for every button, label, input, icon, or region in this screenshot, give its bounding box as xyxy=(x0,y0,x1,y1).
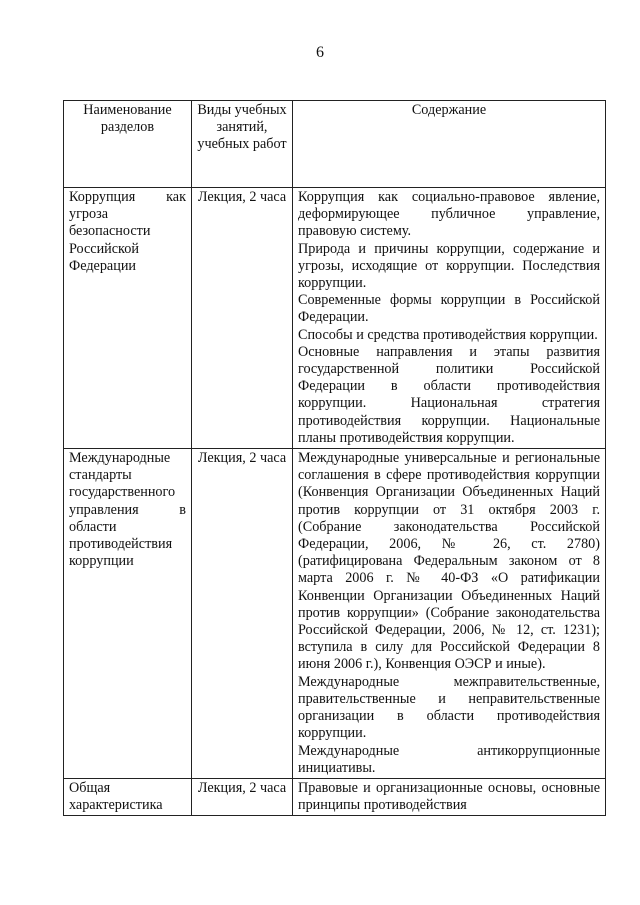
row-type: Лекция, 2 часа xyxy=(192,778,293,815)
content-paragraph: Международные межправительственные, правительственные и неправительственные организации в области противодействия коррупции. xyxy=(298,673,600,742)
table-header-row xyxy=(64,101,606,188)
content-paragraph: Природа и причины коррупции, содержание и угрозы, исходящие от коррупции. Последствия коррупции. xyxy=(298,240,600,292)
header-section: Наименование разделов xyxy=(64,101,192,188)
curriculum-table xyxy=(63,100,606,816)
row-section: Общая характеристика xyxy=(64,778,192,815)
table-row xyxy=(64,778,606,815)
row-section: Коррупция как угроза безопасности Российской Федерации xyxy=(64,188,192,449)
row-section: Международные стандарты государственного управления в области противодействия коррупции xyxy=(64,449,192,779)
content-paragraph: Современные формы коррупции в Российской Федерации. xyxy=(298,292,600,326)
row-content xyxy=(293,188,606,449)
content-paragraph: Основные направления и этапы развития государственной политики Российской Федерации в области противодействия коррупции. Национальная стратегия противодействия коррупции. Национальные планы противодействия коррупции. xyxy=(298,343,600,446)
row-type: Лекция, 2 часа xyxy=(192,449,293,779)
table-row xyxy=(64,449,606,779)
table-row xyxy=(64,188,606,449)
row-type: Лекция, 2 часа xyxy=(192,188,293,449)
content-paragraph: Правовые и организационные основы, основные принципы противодействия xyxy=(298,779,600,814)
header-content: Содержание xyxy=(293,101,606,188)
page-number: 6 xyxy=(316,44,324,61)
row-content xyxy=(293,778,606,815)
content-paragraph: Международные универсальные и региональные соглашения в сфере противодействия коррупции (Конвенция Организации Объединенных Наций против коррупции от 31 октября 2003 г. (Собрание законодательства Российской Федерации, 2006, № 26, ст. 2780) (ратифицирована Федеральным законом от 8 марта 2006 г. № 40-ФЗ «О ратификации Конвенции Организации Объединенных Наций против коррупции» (Собрание законодательства Российской Федерации, 2006, № 12, ст. 1231); вступила в силу для Российской Федерации 8 июня 2006 г.), Конвенция ОЭСР и иные). xyxy=(298,450,600,673)
row-content xyxy=(293,449,606,779)
header-type: Виды учебных занятий, учебных работ xyxy=(192,101,293,188)
content-paragraph: Международные антикоррупционные инициативы. xyxy=(298,742,600,776)
content-paragraph: Способы и средства противодействия коррупции. xyxy=(298,326,598,343)
content-paragraph: Коррупция как социально-правовое явление, деформирующее публичное управление, правовую систему. xyxy=(298,189,600,240)
